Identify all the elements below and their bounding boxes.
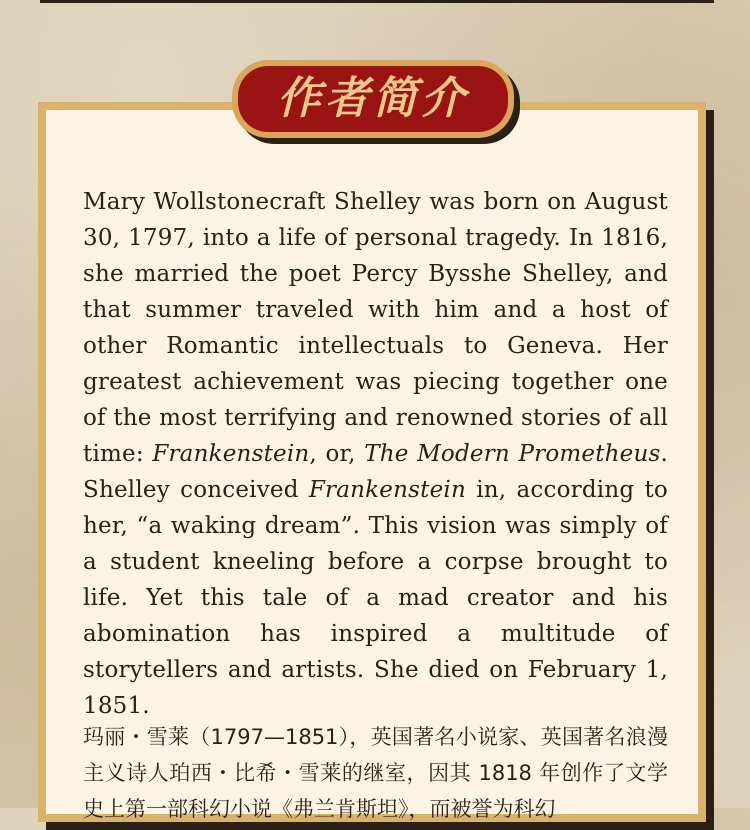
bio-text-part: Mary Wollstonecraft Shelley was born on August 30, 1797, into a life of personal tragedy. In 1816, she married the poet Percy Bysshe Shelley, and that summer traveled with him and a host of other Romantic intellectuals to Geneva. Her greatest achievement was piecing together one of the most terrifying and renowned stories of all time: — [83, 189, 668, 467]
chinese-biography: 玛丽・雪莱（1797—1851），英国著名小说家、英国著名浪漫主义诗人珀西・比希・雪莱的继室，因其 1818 年创作了文学史上第一部科幻小说《弗兰肯斯坦》，而被誉为科幻 — [83, 725, 668, 821]
english-biography — [83, 184, 668, 724]
bio-text-part: . Shelley conceived — [83, 441, 668, 503]
top-divider — [40, 0, 714, 3]
section-title-badge — [232, 60, 514, 138]
book-title: Frankenstein — [308, 477, 466, 503]
section-title: 作者简介 — [277, 73, 469, 124]
section-title-badge-inner — [238, 66, 508, 132]
book-title: Frankenstein — [152, 441, 310, 467]
book-subtitle: The Modern Prometheus — [364, 441, 661, 467]
bio-text-part: , or, — [309, 441, 365, 467]
bio-text-part: in, according to her, “a waking dream”. This vision was simply of a student kneeling before a corpse brought to life. Yet this tale of a mad creator and his abomination has inspired a multitude of storytellers and artists. She died on February 1, 1851. — [83, 477, 668, 719]
